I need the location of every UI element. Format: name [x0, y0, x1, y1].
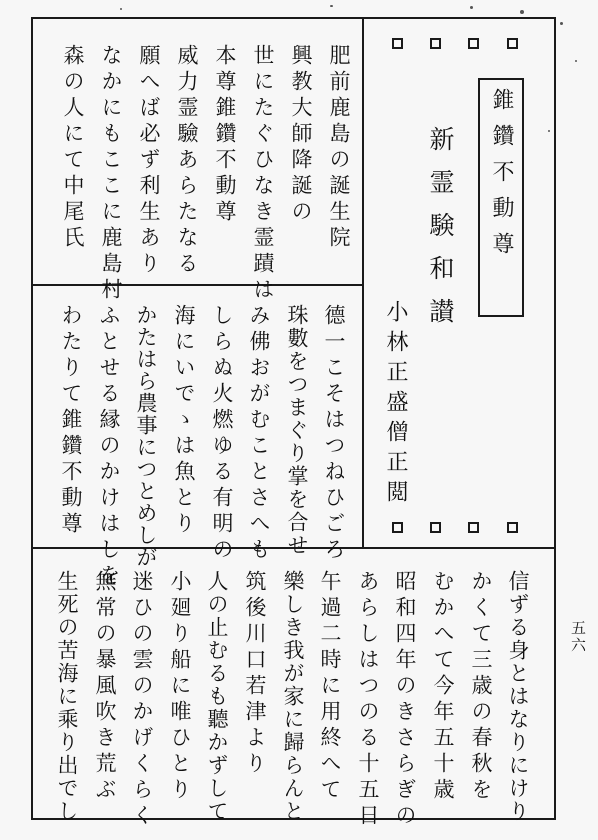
verse-column: ふとせる縁のかけはしを — [97, 304, 121, 590]
verse-column: 世にたぐひなき霊蹟は — [251, 44, 275, 304]
verse-column: 興教大師降誕の — [289, 44, 313, 226]
upper-verse-divider — [31, 284, 362, 286]
scan-speck — [575, 60, 577, 62]
ornament-box — [392, 38, 403, 49]
header-divider — [362, 17, 364, 547]
verse-column: み佛おがむことさへも — [247, 304, 271, 564]
verse-column: 森の人にて中尾氏 — [61, 44, 85, 252]
verse-column: 威力霊驗あらたなる — [175, 44, 199, 278]
ornament-box — [430, 522, 441, 533]
verse-column: 人の止むるも聽かずして — [205, 570, 229, 823]
ornament-box — [392, 522, 403, 533]
verse-column: なかにもここに鹿島村 — [99, 44, 123, 304]
verse-column: 德一こそはつねひごろ — [322, 304, 346, 564]
author-line: 小林正盛僧正閲 — [383, 300, 408, 510]
verse-column: 海にいでゝは魚とり — [172, 304, 196, 538]
verse-column: 午過二時に用終へて — [318, 570, 342, 804]
page-number: 五六 — [569, 620, 587, 654]
ornament-box — [430, 38, 441, 49]
ornament-box — [507, 522, 518, 533]
ornament-box — [468, 38, 479, 49]
verse-column: 生死の苦海に乘り出でし — [55, 570, 79, 823]
verse-column: 迷ひの雲のかげくらく — [130, 570, 154, 830]
verse-column: 小廻り船に唯ひとり — [168, 570, 192, 804]
verse-column: 本尊錐鑽不動尊 — [213, 44, 237, 226]
verse-column: 願へば必ず利生あり — [137, 44, 161, 278]
deity-title: 錐鑽不動尊 — [489, 88, 514, 268]
ornament-box — [468, 522, 479, 533]
verse-column: 樂しき我が家に歸らんと — [281, 570, 305, 823]
verse-column: かたはら農事につとめしが — [134, 304, 158, 568]
deity-title-box — [478, 78, 524, 317]
verse-column: あらしはつのる十五日 — [356, 570, 380, 830]
ornament-box — [507, 38, 518, 49]
verse-column: 信ずる身とはなりにけり — [506, 570, 530, 823]
verse-column: わたりて錐鑽不動尊 — [59, 304, 83, 538]
scan-speck — [330, 5, 333, 7]
verse-column: 無常の暴風吹き荒ぶ — [93, 570, 117, 804]
scan-speck — [120, 8, 122, 10]
verse-column: 肥前鹿島の誕生院 — [327, 44, 351, 252]
scan-speck — [548, 130, 550, 132]
verse-column: 珠數をつまぐり掌を合せ — [285, 304, 309, 557]
main-title: 新霊験和讃 — [426, 126, 455, 341]
scan-speck — [520, 10, 524, 14]
verse-column: しらぬ火燃ゆる有明の — [210, 304, 234, 564]
scan-speck — [560, 22, 563, 25]
verse-column: むかへて今年五十歳 — [431, 570, 455, 804]
verse-column: 昭和四年のきさらぎの — [393, 570, 417, 830]
scan-speck — [470, 6, 473, 9]
verse-column: 筑後川口若津より — [243, 570, 267, 778]
verse-column: かくて三歳の春秋を — [469, 570, 493, 804]
